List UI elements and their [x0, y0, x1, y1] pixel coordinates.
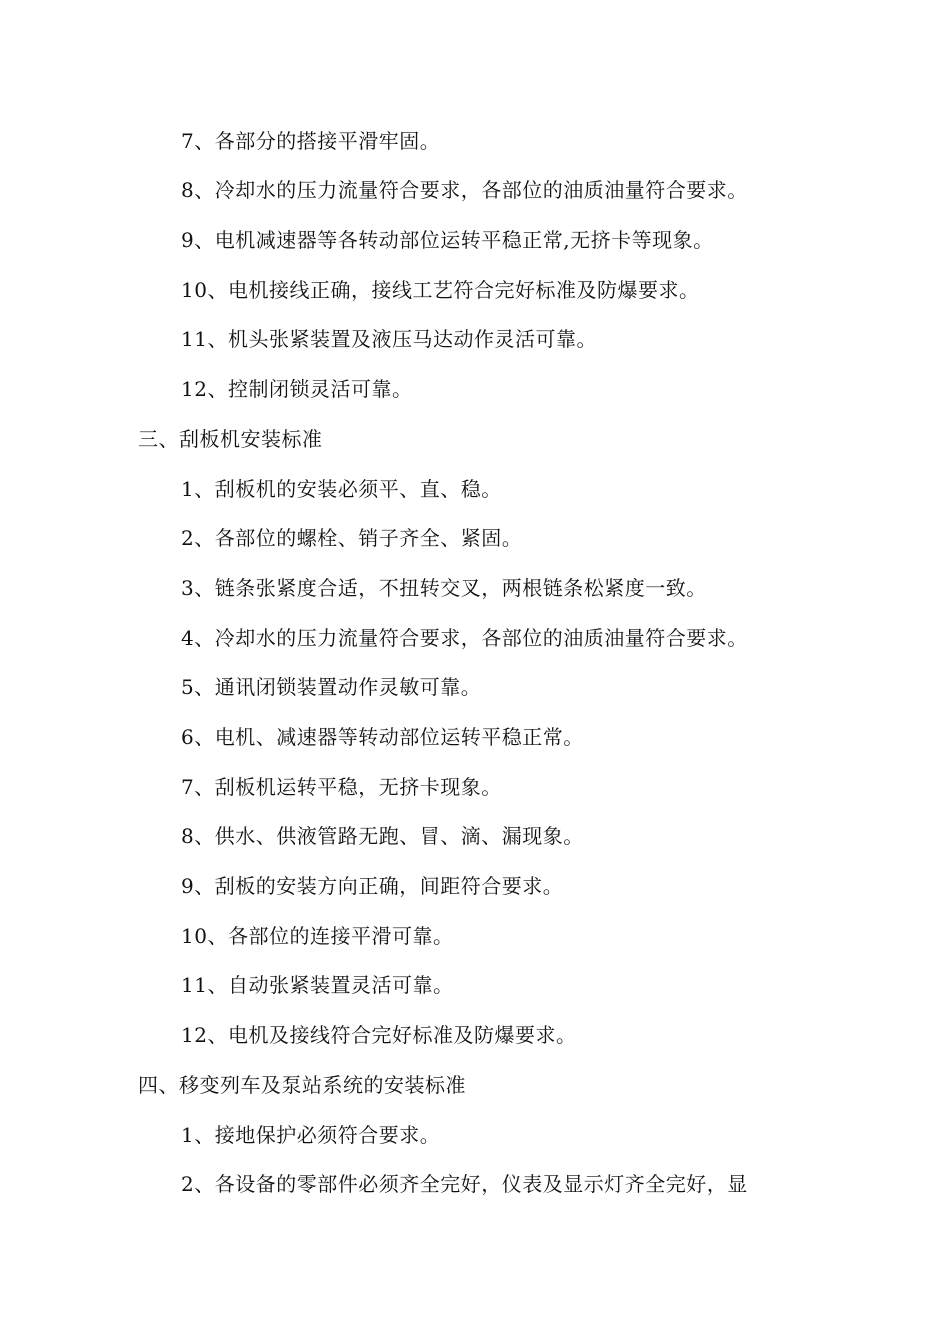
- list-item: 2、各部位的螺栓、销子齐全、紧固。: [181, 526, 523, 550]
- list-item: 1、刮板机的安装必须平、直、稳。: [181, 477, 502, 501]
- list-item: 9、刮板的安装方向正确，间距符合要求。: [181, 874, 564, 898]
- list-item: 10、电机接线正确，接线工艺符合完好标准及防爆要求。: [181, 278, 700, 302]
- list-item: 7、各部分的搭接平滑牢固。: [181, 129, 441, 153]
- list-item: 8、冷却水的压力流量符合要求，各部位的油质油量符合要求。: [181, 178, 748, 202]
- list-item: 4、冷却水的压力流量符合要求，各部位的油质油量符合要求。: [181, 626, 748, 650]
- list-item: 2、各设备的零部件必须齐全完好，仪表及显示灯齐全完好，显: [181, 1172, 748, 1196]
- list-item: 7、刮板机运转平稳，无挤卡现象。: [181, 775, 502, 799]
- list-item: 12、控制闭锁灵活可靠。: [181, 377, 413, 401]
- list-item: 11、机头张紧装置及液压马达动作灵活可靠。: [181, 327, 597, 351]
- list-item: 12、电机及接线符合完好标准及防爆要求。: [181, 1023, 577, 1047]
- list-item: 9、电机减速器等各转动部位运转平稳正常,无挤卡等现象。: [181, 228, 714, 252]
- section-heading: 三、刮板机安装标准: [138, 427, 323, 451]
- list-item: 8、供水、供液管路无跑、冒、滴、漏现象。: [181, 824, 584, 848]
- list-item: 1、接地保护必须符合要求。: [181, 1123, 441, 1147]
- list-item: 11、自动张紧装置灵活可靠。: [181, 973, 454, 997]
- list-item: 6、电机、减速器等转动部位运转平稳正常。: [181, 725, 584, 749]
- list-item: 3、链条张紧度合适，不扭转交叉，两根链条松紧度一致。: [181, 576, 707, 600]
- section-heading: 四、移变列车及泵站系统的安装标准: [138, 1073, 466, 1097]
- list-item: 5、通讯闭锁装置动作灵敏可靠。: [181, 675, 482, 699]
- list-item: 10、各部位的连接平滑可靠。: [181, 924, 454, 948]
